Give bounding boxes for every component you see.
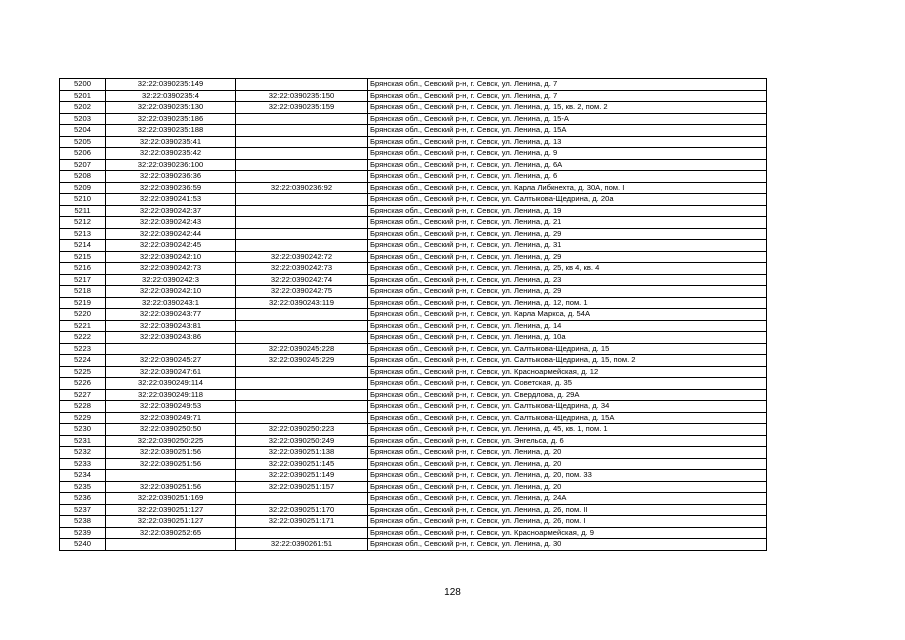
cadastral-number-cell: 32:22:0390242:37 <box>106 205 236 217</box>
cadastral-number-cell: 32:22:0390235:130 <box>106 102 236 114</box>
related-cadastral-number-cell <box>236 401 368 413</box>
cadastral-number-cell: 32:22:0390242:10 <box>106 286 236 298</box>
cadastral-number-cell: 32:22:0390249:71 <box>106 412 236 424</box>
cadastral-number-cell: 32:22:0390251:169 <box>106 493 236 505</box>
row-number-cell: 5211 <box>60 205 106 217</box>
row-number-cell: 5236 <box>60 493 106 505</box>
row-number-cell: 5210 <box>60 194 106 206</box>
row-number-cell: 5220 <box>60 309 106 321</box>
table-row <box>60 332 767 344</box>
related-cadastral-number-cell: 32:22:0390242:75 <box>236 286 368 298</box>
table-row <box>60 447 767 459</box>
address-cell: Брянская обл., Севский р-н, г. Севск, ул. Ленина, д. 6А <box>368 159 767 171</box>
row-number-cell: 5206 <box>60 148 106 160</box>
row-number-cell: 5231 <box>60 435 106 447</box>
related-cadastral-number-cell <box>236 228 368 240</box>
table-row <box>60 366 767 378</box>
table-row <box>60 355 767 367</box>
address-cell: Брянская обл., Севский р-н, г. Севск, ул. Ленина, д. 29 <box>368 228 767 240</box>
cadastral-number-cell <box>106 539 236 551</box>
table-row <box>60 343 767 355</box>
row-number-cell: 5215 <box>60 251 106 263</box>
cadastral-number-cell: 32:22:0390251:127 <box>106 504 236 516</box>
row-number-cell: 5209 <box>60 182 106 194</box>
related-cadastral-number-cell <box>236 79 368 91</box>
related-cadastral-number-cell <box>236 389 368 401</box>
address-cell: Брянская обл., Севский р-н, г. Севск, ул. Ленина, д. 21 <box>368 217 767 229</box>
address-cell: Брянская обл., Севский р-н, г. Севск, ул. Ленина, д. 14 <box>368 320 767 332</box>
row-number-cell: 5230 <box>60 424 106 436</box>
table-row <box>60 240 767 252</box>
cadastral-number-cell: 32:22:0390236:59 <box>106 182 236 194</box>
related-cadastral-number-cell: 32:22:0390261:51 <box>236 539 368 551</box>
address-cell: Брянская обл., Севский р-н, г. Севск, ул. Ленина, д. 15-А <box>368 113 767 125</box>
row-number-cell: 5227 <box>60 389 106 401</box>
related-cadastral-number-cell <box>236 205 368 217</box>
address-cell: Брянская обл., Севский р-н, г. Севск, ул. Ленина, д. 31 <box>368 240 767 252</box>
table-row <box>60 504 767 516</box>
related-cadastral-number-cell: 32:22:0390251:157 <box>236 481 368 493</box>
table-row <box>60 309 767 321</box>
cadastral-number-cell: 32:22:0390251:56 <box>106 481 236 493</box>
related-cadastral-number-cell <box>236 378 368 390</box>
cadastral-number-cell: 32:22:0390245:27 <box>106 355 236 367</box>
related-cadastral-number-cell: 32:22:0390236:92 <box>236 182 368 194</box>
address-cell: Брянская обл., Севский р-н, г. Севск, ул. Красноармейская, д. 9 <box>368 527 767 539</box>
row-number-cell: 5202 <box>60 102 106 114</box>
related-cadastral-number-cell <box>236 194 368 206</box>
address-cell: Брянская обл., Севский р-н, г. Севск, ул. Ленина, д. 29 <box>368 286 767 298</box>
address-cell: Брянская обл., Севский р-н, г. Севск, ул. Ленина, д. 20 <box>368 458 767 470</box>
cadastral-number-cell: 32:22:0390241:53 <box>106 194 236 206</box>
cadastral-number-cell: 32:22:0390243:86 <box>106 332 236 344</box>
related-cadastral-number-cell: 32:22:0390242:72 <box>236 251 368 263</box>
table-row <box>60 159 767 171</box>
cadastral-number-cell: 32:22:0390236:100 <box>106 159 236 171</box>
cadastral-number-cell: 32:22:0390242:45 <box>106 240 236 252</box>
address-cell: Брянская обл., Севский р-н, г. Севск, ул. Ленина, д. 7 <box>368 90 767 102</box>
row-number-cell: 5238 <box>60 516 106 528</box>
table-row <box>60 79 767 91</box>
related-cadastral-number-cell: 32:22:0390251:171 <box>236 516 368 528</box>
register-table-body <box>60 79 767 551</box>
address-cell: Брянская обл., Севский р-н, г. Севск, ул. Салтыкова-Щедрина, д. 15 <box>368 343 767 355</box>
cadastral-number-cell: 32:22:0390243:81 <box>106 320 236 332</box>
table-row <box>60 148 767 160</box>
row-number-cell: 5222 <box>60 332 106 344</box>
row-number-cell: 5223 <box>60 343 106 355</box>
address-cell: Брянская обл., Севский р-н, г. Севск, ул. Ленина, д. 7 <box>368 79 767 91</box>
cadastral-number-cell: 32:22:0390242:43 <box>106 217 236 229</box>
address-cell: Брянская обл., Севский р-н, г. Севск, ул. Ленина, д. 45, кв. 1, пом. 1 <box>368 424 767 436</box>
row-number-cell: 5204 <box>60 125 106 137</box>
related-cadastral-number-cell <box>236 217 368 229</box>
table-row <box>60 136 767 148</box>
table-row <box>60 412 767 424</box>
cadastral-number-cell: 32:22:0390235:41 <box>106 136 236 148</box>
row-number-cell: 5213 <box>60 228 106 240</box>
cadastral-number-cell: 32:22:0390242:73 <box>106 263 236 275</box>
related-cadastral-number-cell <box>236 527 368 539</box>
address-cell: Брянская обл., Севский р-н, г. Севск, ул. Ленина, д. 20 <box>368 447 767 459</box>
related-cadastral-number-cell: 32:22:0390235:159 <box>236 102 368 114</box>
row-number-cell: 5207 <box>60 159 106 171</box>
related-cadastral-number-cell: 32:22:0390245:229 <box>236 355 368 367</box>
related-cadastral-number-cell: 32:22:0390250:249 <box>236 435 368 447</box>
address-cell: Брянская обл., Севский р-н, г. Севск, ул. Ленина, д. 6 <box>368 171 767 183</box>
row-number-cell: 5228 <box>60 401 106 413</box>
cadastral-number-cell: 32:22:0390251:56 <box>106 447 236 459</box>
address-cell: Брянская обл., Севский р-н, г. Севск, ул. Ленина, д. 19 <box>368 205 767 217</box>
row-number-cell: 5239 <box>60 527 106 539</box>
related-cadastral-number-cell: 32:22:0390251:145 <box>236 458 368 470</box>
address-cell: Брянская обл., Севский р-н, г. Севск, ул. Красноармейская, д. 12 <box>368 366 767 378</box>
row-number-cell: 5221 <box>60 320 106 332</box>
table-row <box>60 424 767 436</box>
related-cadastral-number-cell: 32:22:0390242:73 <box>236 263 368 275</box>
related-cadastral-number-cell <box>236 113 368 125</box>
cadastral-number-cell: 32:22:0390235:42 <box>106 148 236 160</box>
cadastral-number-cell <box>106 343 236 355</box>
table-row <box>60 389 767 401</box>
related-cadastral-number-cell <box>236 332 368 344</box>
related-cadastral-number-cell <box>236 148 368 160</box>
table-row <box>60 297 767 309</box>
row-number-cell: 5205 <box>60 136 106 148</box>
table-row <box>60 125 767 137</box>
cadastral-number-cell: 32:22:0390249:114 <box>106 378 236 390</box>
table-row <box>60 286 767 298</box>
related-cadastral-number-cell: 32:22:0390245:228 <box>236 343 368 355</box>
related-cadastral-number-cell: 32:22:0390251:138 <box>236 447 368 459</box>
cadastral-number-cell: 32:22:0390251:56 <box>106 458 236 470</box>
cadastral-number-cell: 32:22:0390252:65 <box>106 527 236 539</box>
table-row <box>60 516 767 528</box>
related-cadastral-number-cell <box>236 240 368 252</box>
row-number-cell: 5237 <box>60 504 106 516</box>
table-row <box>60 113 767 125</box>
row-number-cell: 5214 <box>60 240 106 252</box>
cadastral-number-cell: 32:22:0390251:127 <box>106 516 236 528</box>
cadastral-number-cell: 32:22:0390235:188 <box>106 125 236 137</box>
related-cadastral-number-cell <box>236 493 368 505</box>
row-number-cell: 5232 <box>60 447 106 459</box>
address-cell: Брянская обл., Севский р-н, г. Севск, ул. Ленина, д. 25, кв 4, кв. 4 <box>368 263 767 275</box>
table-row <box>60 263 767 275</box>
cadastral-number-cell: 32:22:0390236:36 <box>106 171 236 183</box>
related-cadastral-number-cell <box>236 171 368 183</box>
related-cadastral-number-cell: 32:22:0390250:223 <box>236 424 368 436</box>
cadastral-number-cell: 32:22:0390242:10 <box>106 251 236 263</box>
address-cell: Брянская обл., Севский р-н, г. Севск, ул. Салтыкова-Щедрина, д. 15А <box>368 412 767 424</box>
table-row <box>60 481 767 493</box>
row-number-cell: 5201 <box>60 90 106 102</box>
related-cadastral-number-cell: 32:22:0390242:74 <box>236 274 368 286</box>
table-row <box>60 251 767 263</box>
address-cell: Брянская обл., Севский р-н, г. Севск, ул. Ленина, д. 26, пом. II <box>368 504 767 516</box>
row-number-cell: 5224 <box>60 355 106 367</box>
row-number-cell: 5203 <box>60 113 106 125</box>
cadastral-number-cell: 32:22:0390243:1 <box>106 297 236 309</box>
table-row <box>60 171 767 183</box>
address-cell: Брянская обл., Севский р-н, г. Севск, ул. Ленина, д. 20 <box>368 481 767 493</box>
address-cell: Брянская обл., Севский р-н, г. Севск, ул. Ленина, д. 29 <box>368 251 767 263</box>
related-cadastral-number-cell <box>236 125 368 137</box>
row-number-cell: 5225 <box>60 366 106 378</box>
cadastral-number-cell: 32:22:0390235:4 <box>106 90 236 102</box>
cadastral-number-cell: 32:22:0390242:44 <box>106 228 236 240</box>
table-row <box>60 217 767 229</box>
table-row <box>60 182 767 194</box>
table-row <box>60 539 767 551</box>
row-number-cell: 5226 <box>60 378 106 390</box>
address-cell: Брянская обл., Севский р-н, г. Севск, ул. Салтыкова-Щедрина, д. 15, пом. 2 <box>368 355 767 367</box>
address-cell: Брянская обл., Севский р-н, г. Севск, ул. Ленина, д. 15А <box>368 125 767 137</box>
row-number-cell: 5234 <box>60 470 106 482</box>
row-number-cell: 5233 <box>60 458 106 470</box>
row-number-cell: 5200 <box>60 79 106 91</box>
table-row <box>60 320 767 332</box>
cadastral-number-cell: 32:22:0390249:118 <box>106 389 236 401</box>
table-row <box>60 274 767 286</box>
table-row <box>60 470 767 482</box>
row-number-cell: 5229 <box>60 412 106 424</box>
address-cell: Брянская обл., Севский р-н, г. Севск, ул. Карла Маркса, д. 54А <box>368 309 767 321</box>
table-row <box>60 194 767 206</box>
address-cell: Брянская обл., Севский р-н, г. Севск, ул. Салтыкова-Щедрина, д. 34 <box>368 401 767 413</box>
related-cadastral-number-cell <box>236 136 368 148</box>
related-cadastral-number-cell <box>236 159 368 171</box>
related-cadastral-number-cell <box>236 366 368 378</box>
related-cadastral-number-cell: 32:22:0390243:119 <box>236 297 368 309</box>
related-cadastral-number-cell: 32:22:0390251:149 <box>236 470 368 482</box>
table-row <box>60 378 767 390</box>
address-cell: Брянская обл., Севский р-н, г. Севск, ул. Ленина, д. 9 <box>368 148 767 160</box>
table-row <box>60 493 767 505</box>
row-number-cell: 5212 <box>60 217 106 229</box>
cadastral-number-cell: 32:22:0390250:225 <box>106 435 236 447</box>
address-cell: Брянская обл., Севский р-н, г. Севск, ул. Советская, д. 35 <box>368 378 767 390</box>
table-row <box>60 401 767 413</box>
row-number-cell: 5219 <box>60 297 106 309</box>
row-number-cell: 5216 <box>60 263 106 275</box>
address-cell: Брянская обл., Севский р-н, г. Севск, ул. Ленина, д. 13 <box>368 136 767 148</box>
address-cell: Брянская обл., Севский р-н, г. Севск, ул. Салтыкова-Щедрина, д. 20а <box>368 194 767 206</box>
row-number-cell: 5235 <box>60 481 106 493</box>
related-cadastral-number-cell: 32:22:0390235:150 <box>236 90 368 102</box>
cadastral-number-cell: 32:22:0390247:61 <box>106 366 236 378</box>
row-number-cell: 5218 <box>60 286 106 298</box>
address-cell: Брянская обл., Севский р-н, г. Севск, ул. Ленина, д. 26, пом. I <box>368 516 767 528</box>
address-cell: Брянская обл., Севский р-н, г. Севск, ул. Свердлова, д. 29А <box>368 389 767 401</box>
table-row <box>60 458 767 470</box>
address-cell: Брянская обл., Севский р-н, г. Севск, ул. Энгельса, д. 6 <box>368 435 767 447</box>
cadastral-number-cell: 32:22:0390235:186 <box>106 113 236 125</box>
related-cadastral-number-cell <box>236 412 368 424</box>
address-cell: Брянская обл., Севский р-н, г. Севск, ул. Ленина, д. 12, пом. 1 <box>368 297 767 309</box>
address-cell: Брянская обл., Севский р-н, г. Севск, ул. Ленина, д. 20, пом. 33 <box>368 470 767 482</box>
register-table <box>59 78 767 551</box>
cadastral-number-cell <box>106 470 236 482</box>
table-row <box>60 435 767 447</box>
address-cell: Брянская обл., Севский р-н, г. Севск, ул. Ленина, д. 23 <box>368 274 767 286</box>
address-cell: Брянская обл., Севский р-н, г. Севск, ул. Ленина, д. 30 <box>368 539 767 551</box>
table-row <box>60 102 767 114</box>
address-cell: Брянская обл., Севский р-н, г. Севск, ул. Карла Либкнехта, д. 30А, пом. I <box>368 182 767 194</box>
table-row <box>60 527 767 539</box>
row-number-cell: 5208 <box>60 171 106 183</box>
address-cell: Брянская обл., Севский р-н, г. Севск, ул. Ленина, д. 15, кв. 2, пом. 2 <box>368 102 767 114</box>
cadastral-number-cell: 32:22:0390235:149 <box>106 79 236 91</box>
table-row <box>60 228 767 240</box>
cadastral-number-cell: 32:22:0390243:77 <box>106 309 236 321</box>
address-cell: Брянская обл., Севский р-н, г. Севск, ул. Ленина, д. 24А <box>368 493 767 505</box>
table-row <box>60 90 767 102</box>
address-cell: Брянская обл., Севский р-н, г. Севск, ул. Ленина, д. 10а <box>368 332 767 344</box>
cadastral-number-cell: 32:22:0390242:3 <box>106 274 236 286</box>
related-cadastral-number-cell: 32:22:0390251:170 <box>236 504 368 516</box>
table-row <box>60 205 767 217</box>
row-number-cell: 5217 <box>60 274 106 286</box>
page-number: 128 <box>444 587 461 598</box>
related-cadastral-number-cell <box>236 309 368 321</box>
cadastral-number-cell: 32:22:0390249:53 <box>106 401 236 413</box>
cadastral-number-cell: 32:22:0390250:50 <box>106 424 236 436</box>
row-number-cell: 5240 <box>60 539 106 551</box>
related-cadastral-number-cell <box>236 320 368 332</box>
